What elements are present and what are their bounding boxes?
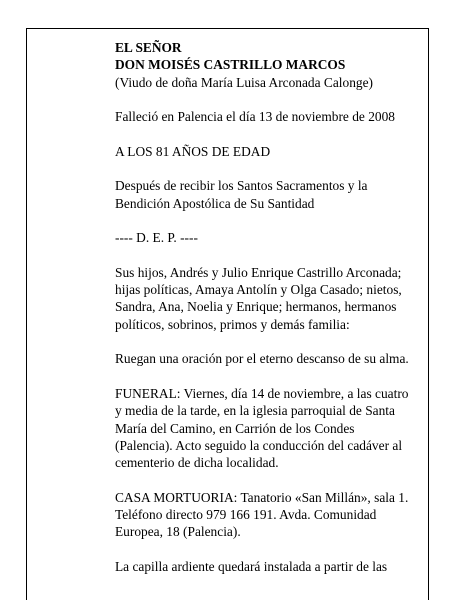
deceased-name: DON MOISÉS CASTRILLO MARCOS <box>115 57 346 73</box>
funeral-paragraph: FUNERAL: Viernes, día 14 de noviembre, a las cuatro y media de la tarde, en la iglesia parroquial de Santa María del Camino, en Carrión de los Condes (Palencia). Acto seguido la conducción del cadáver al cementerio de dicha localidad. <box>115 385 409 471</box>
obituary-text <box>115 39 415 593</box>
mortuary-paragraph: CASA MORTUORIA: Tanatorio «San Millán», sala 1. Teléfono directo 979 166 191. Avda. Comunidad Europea, 18 (Palencia). <box>115 489 409 540</box>
border-left <box>26 28 27 600</box>
header-line-1: EL SEÑOR <box>115 40 182 55</box>
border-top <box>26 28 429 29</box>
widower-note: (Viudo de doña María Luisa Arconada Calonge) <box>115 74 373 90</box>
death-notice: Falleció en Palencia el día 13 de noviembre de 2008 <box>115 109 395 125</box>
border-right <box>428 28 429 600</box>
obituary-header <box>115 39 415 91</box>
chapel-paragraph: La capilla ardiente quedará instalada a partir de las <box>115 558 388 574</box>
rip-line: ---- D. E. P. ---- <box>115 230 198 246</box>
sacraments-notice: Después de recibir los Santos Sacramentos y la Bendición Apostólica de Su Santidad <box>115 178 368 211</box>
prayer-paragraph: Ruegan una oración por el eterno descanso de su alma. <box>115 351 409 367</box>
family-paragraph: Sus hijos, Andrés y Julio Enrique Castrillo Arconada; hijas políticas, Amaya Antolín y Olga Casado; nietos, Sandra, Ana, Noelia y Enrique; hermanos, hermanos políticos, sobrinos, primos y demás familia: <box>115 264 402 332</box>
age-notice: A LOS 81 AÑOS DE EDAD <box>115 143 271 159</box>
